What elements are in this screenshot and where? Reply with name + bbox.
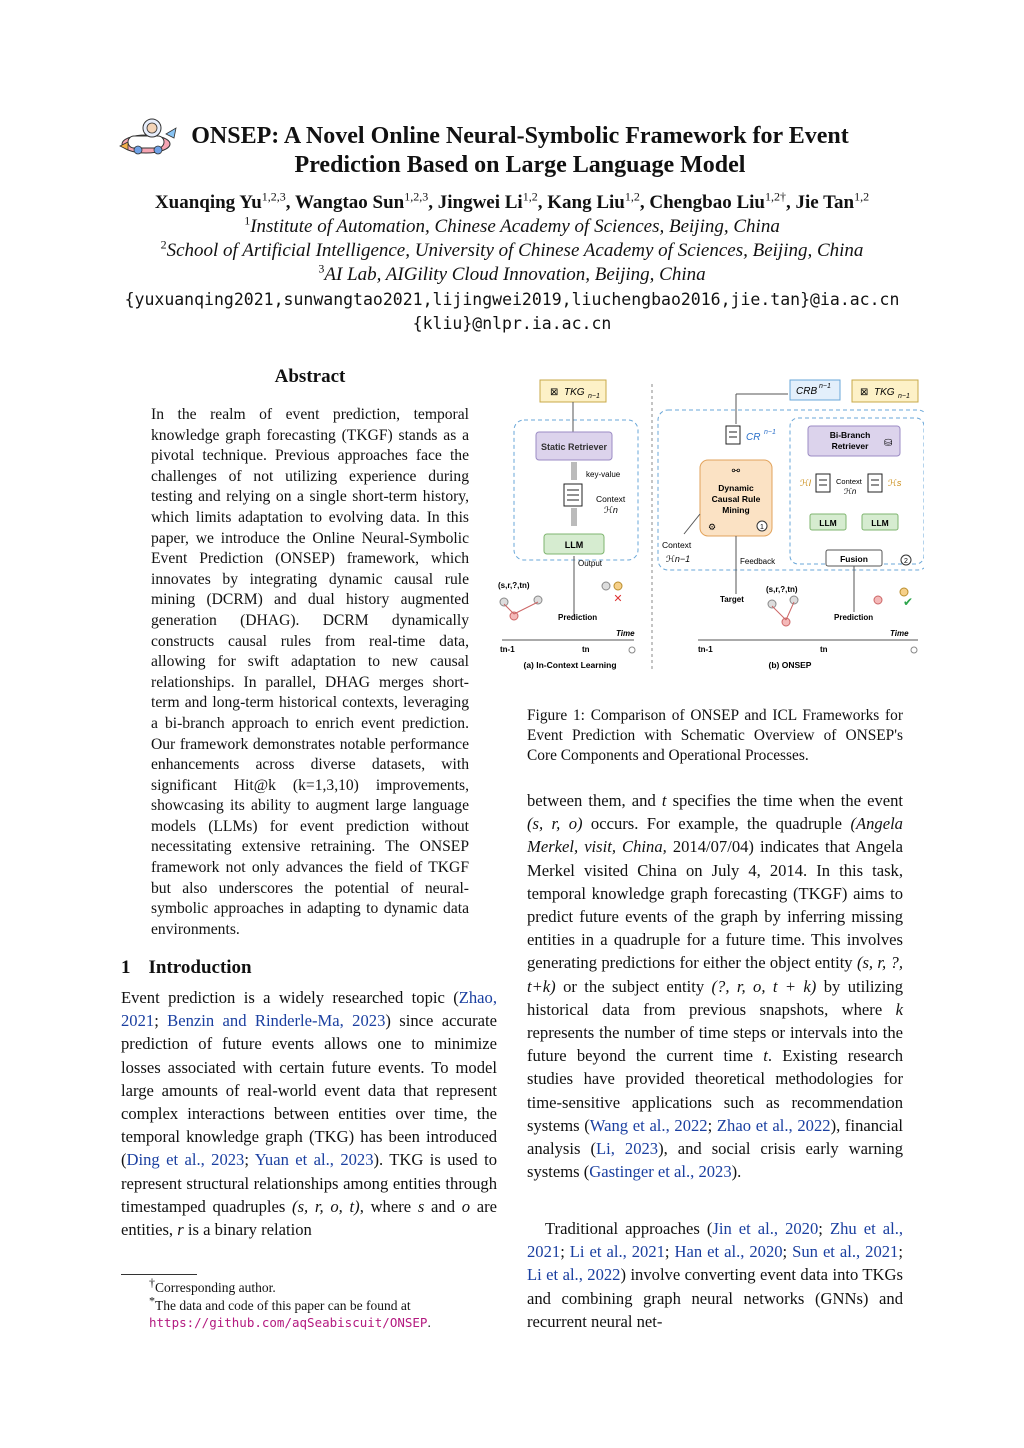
subfigure-label-a: (a) In-Context Learning xyxy=(523,660,617,670)
author: Wangtao Sun$^{1,2,3}$ xyxy=(294,189,429,213)
context-label: Context xyxy=(596,494,626,504)
share-icon: ⚯ xyxy=(731,466,741,477)
svg-text:Context: Context xyxy=(836,477,862,486)
cr-label: CR xyxy=(746,432,761,443)
query-quadruple: (s,r,?,tn) xyxy=(498,581,530,590)
target-label: Target xyxy=(720,595,744,604)
citation-link[interactable]: Han et al., 2020 xyxy=(674,1242,783,1262)
rule-document-icon xyxy=(726,426,740,444)
tkg-label-left: TKG xyxy=(564,387,585,398)
footnote: *The data and code of this paper can be found at https://github.com/aqSeabiscuit/ONSEP. xyxy=(149,1293,431,1330)
document-icon xyxy=(816,474,830,492)
title-line-1: ONSEP: A Novel Online Neural-Symbolic Framework for Event xyxy=(191,123,849,149)
check-mark-icon: ✔ xyxy=(902,595,914,609)
affiliation: $^3$AI Lab, AIGility Cloud Innovation, Beijing, China xyxy=(318,261,706,285)
abstract-text: In the realm of event prediction, temporal knowledge graph forecasting (TKGF) stands as a pivotal technique. Previous approaches face the challenges of not utilizing experience during testing and relying on a single short-term history, which limits adaptation to evolving data. In this paper, we introduce the Online Neural-Symbolic Event Prediction (ONSEP) framework, which innovates by integrating dynamic causal rule mining (DCRM) and dual history augmented generation (DHAG). DCRM dynamically constructs causal rules from real-time data, allowing for swift adaptation to new causal relationships. In parallel, DHAG merges short-term and long-term historical contexts, leveraging a bi-branch approach to enrich event prediction. Our framework demonstrates notable performance enhancements across diverse datasets, with significant Hit@k (k=1,3,10) improvements, showcasing its ability to augment large language models (LLMs) for event prediction without necessitating extensive retraining. The ONSEP framework not only advances the field of TKGF but also underscores the potential of neural-symbolic approaches in adapting to dynamic data environments. xyxy=(151,406,469,938)
tick-label: tn-1 xyxy=(698,645,713,654)
fusion-label: Fusion xyxy=(840,554,868,564)
tick-label: tn xyxy=(582,645,590,654)
crb-label: CRB xyxy=(796,386,818,397)
time-axis-label: Time xyxy=(616,629,635,638)
citation-link[interactable]: Jin et al., 2020 xyxy=(712,1219,819,1238)
tkg-label-right: TKG xyxy=(874,387,895,398)
citation-link[interactable]: Gastinger et al., 2023 xyxy=(589,1162,732,1182)
tick-label: tn-1 xyxy=(500,645,515,654)
figure-caption: Figure 1: Comparison of ONSEP and ICL Frameworks for Event Prediction with Schematic Overview of ONSEP's Core Components and Operational Processes. xyxy=(527,707,903,765)
svg-text:ℋn−1: ℋn−1 xyxy=(666,554,691,564)
svg-text:n−1: n−1 xyxy=(819,383,831,390)
llm-label: LLM xyxy=(564,540,584,550)
svg-text:n−1: n−1 xyxy=(764,429,776,436)
document-icon xyxy=(564,484,582,506)
prediction-label: Prediction xyxy=(834,613,874,622)
subfigure-label-b: (b) ONSEP xyxy=(768,660,812,670)
static-retriever-label: Static Retriever xyxy=(540,442,608,452)
svg-text:n−1: n−1 xyxy=(588,393,600,400)
feedback-label: Feedback xyxy=(740,557,776,566)
svg-text:1: 1 xyxy=(760,524,764,531)
query-quadruple: (s,r,?,tn) xyxy=(766,585,798,594)
citation-link[interactable]: Li et al., 2021 xyxy=(569,1242,665,1262)
section-heading: 1 Introduction xyxy=(121,957,252,978)
citation-link[interactable]: Li, 2023 xyxy=(596,1139,659,1159)
email-line: {kliu}@nlpr.ia.ac.cn xyxy=(412,314,612,333)
dcrm-label-line: Causal Rule xyxy=(711,494,761,504)
author-list: Xuanqing Yu$^{1,2,3}$, Wangtao Sun$^{1,2,3}$, Jingwei Li$^{1,2}$, Kang Liu$^{1,2}$, Chengbao Liu$^{1,2\dagger}$, Jie Tan$^{1,2}$ xyxy=(154,189,870,213)
paper-title xyxy=(120,122,920,180)
citation-link[interactable]: Sun et al., 2021 xyxy=(792,1242,899,1262)
author: Jie Tan$^{1,2}$ xyxy=(795,189,870,213)
entity-node xyxy=(500,598,508,606)
svg-text:2: 2 xyxy=(904,558,908,565)
tkg-icon: ⊠ xyxy=(860,387,869,398)
svg-text:Bi-Branch: Bi-Branch xyxy=(829,430,871,440)
long-history-label: ℋl xyxy=(800,478,811,488)
citation-link[interactable]: Zhu et al., 2021 xyxy=(527,1219,903,1262)
citation-link[interactable]: Zhao et al., 2022 xyxy=(716,1115,831,1135)
abstract-heading: Abstract xyxy=(274,366,346,387)
email-line: {yuxuanqing2021,sunwangtao2021,lijingwei2019,liuchengbao2016,jie.tan}@ia.ac.cn xyxy=(124,290,900,309)
short-history-label: ℋs xyxy=(888,478,902,488)
title-line-2: Prediction Based on Large Language Model xyxy=(294,152,746,178)
entity-node xyxy=(510,612,518,620)
svg-text:ℋn: ℋn xyxy=(844,487,857,496)
body-paragraph: Traditional approaches (Jin et al., 2020; Zhu et al., 2021; Li et al., 2021; Han et al., 2020; Sun et al., 2021; Li et al., 2022) involve converting event data into TKGs and combining graph neural networks (GNNs) and recurrent neural net- xyxy=(527,1219,903,1331)
citation-link[interactable]: Zhao, 2021 xyxy=(121,988,497,1031)
entity-node xyxy=(534,596,542,604)
svg-text:Retriever: Retriever xyxy=(831,441,869,451)
database-icon: ⛁ xyxy=(884,438,893,449)
time-axis-label: Time xyxy=(890,629,909,638)
output-label: Output xyxy=(578,559,603,568)
author: Kang Liu$^{1,2}$ xyxy=(547,189,640,213)
affiliation: $^1$Institute of Automation, Chinese Academy of Sciences, Beijing, China xyxy=(244,213,780,237)
dcrm-label-line: Mining xyxy=(722,505,750,515)
body-paragraph: between them, and t specifies the time when the event (s, r, o) occurs. For example, the quadruple (Angela Merkel, visit, China, 2014/07/04) indicates that Angela Merkel visited China on July 4, 2014. In this task, temporal knowledge graph forecasting (TKGF) aims to predict future events of the graph by inferring missing entities in a quadruple for a future time. This involves generating predictions for either the object entity (s, r, ?, t+k) or the subject entity (?, r, o, t + k) by utilizing historical data from previous snapshots, where k represents the number of time steps or intervals into the future beyond the current time t. Existing research studies have provided theoretical methodologies for time-sensitive applications such as recommendation systems (Wang et al., 2022; Zhao et al., 2022), financial analysis (Li, 2023), and social crisis early warning systems (Gastinger et al., 2023). xyxy=(527,791,904,1182)
dcrm-label-line: Dynamic xyxy=(718,483,754,493)
svg-text:LLM: LLM xyxy=(871,518,889,528)
citation-link[interactable]: Yuan et al., 2023 xyxy=(254,1150,374,1170)
citation-link[interactable]: Benzin and Rinderle-Ma, 2023 xyxy=(167,1011,386,1031)
figure-1-diagram xyxy=(494,374,924,680)
code-url-link[interactable]: https://github.com/aqSeabiscuit/ONSEP xyxy=(149,1315,428,1330)
wrong-mark-icon: ✕ xyxy=(613,593,623,605)
citation-link[interactable]: Ding et al., 2023 xyxy=(126,1150,245,1170)
intro-paragraph: Event prediction is a widely researched topic (Zhao, 2021; Benzin and Rinderle-Ma, 2023) since accurate prediction of future events allows one to minimize losses associated with certain future events. To model large amounts of real-world event data that represent complex interactions between entities over time, the temporal knowledge graph (TKG) has been introduced (Ding et al., 2023; Yuan et al., 2023). TKG is used to represent structural relationships among entities through timestamped quadruples (s, r, o, t), where s and o are entities, r is a binary relation xyxy=(121,988,497,1240)
footnote-rule xyxy=(121,1274,197,1275)
prediction-label: Prediction xyxy=(558,613,598,622)
tkg-icon: ⊠ xyxy=(550,387,559,398)
tick-label: tn xyxy=(820,645,828,654)
svg-text:LLM: LLM xyxy=(819,518,837,528)
citation-link[interactable]: Li et al., 2022 xyxy=(527,1265,621,1285)
gpt-icon: ⚙ xyxy=(708,522,717,532)
clock-icon xyxy=(629,647,635,653)
author: Xuanqing Yu$^{1,2,3}$ xyxy=(154,189,286,213)
affiliation: $^2$School of Artificial Intelligence, University of Chinese Academy of Sciences, Beijing, China xyxy=(160,237,864,261)
author: Chengbao Liu$^{1,2\dagger}$ xyxy=(649,189,786,213)
clock-icon xyxy=(911,647,917,653)
svg-text:ℋn: ℋn xyxy=(604,505,618,515)
document-icon xyxy=(868,474,882,492)
author: Jingwei Li$^{1,2}$ xyxy=(437,189,538,213)
citation-link[interactable]: Wang et al., 2022 xyxy=(589,1115,708,1135)
footnote: †Corresponding author. xyxy=(149,1275,276,1295)
context-label: Context xyxy=(662,540,692,550)
key-value-label: key-value xyxy=(586,470,621,479)
svg-text:n−1: n−1 xyxy=(898,393,910,400)
footnotes xyxy=(121,1275,501,1332)
